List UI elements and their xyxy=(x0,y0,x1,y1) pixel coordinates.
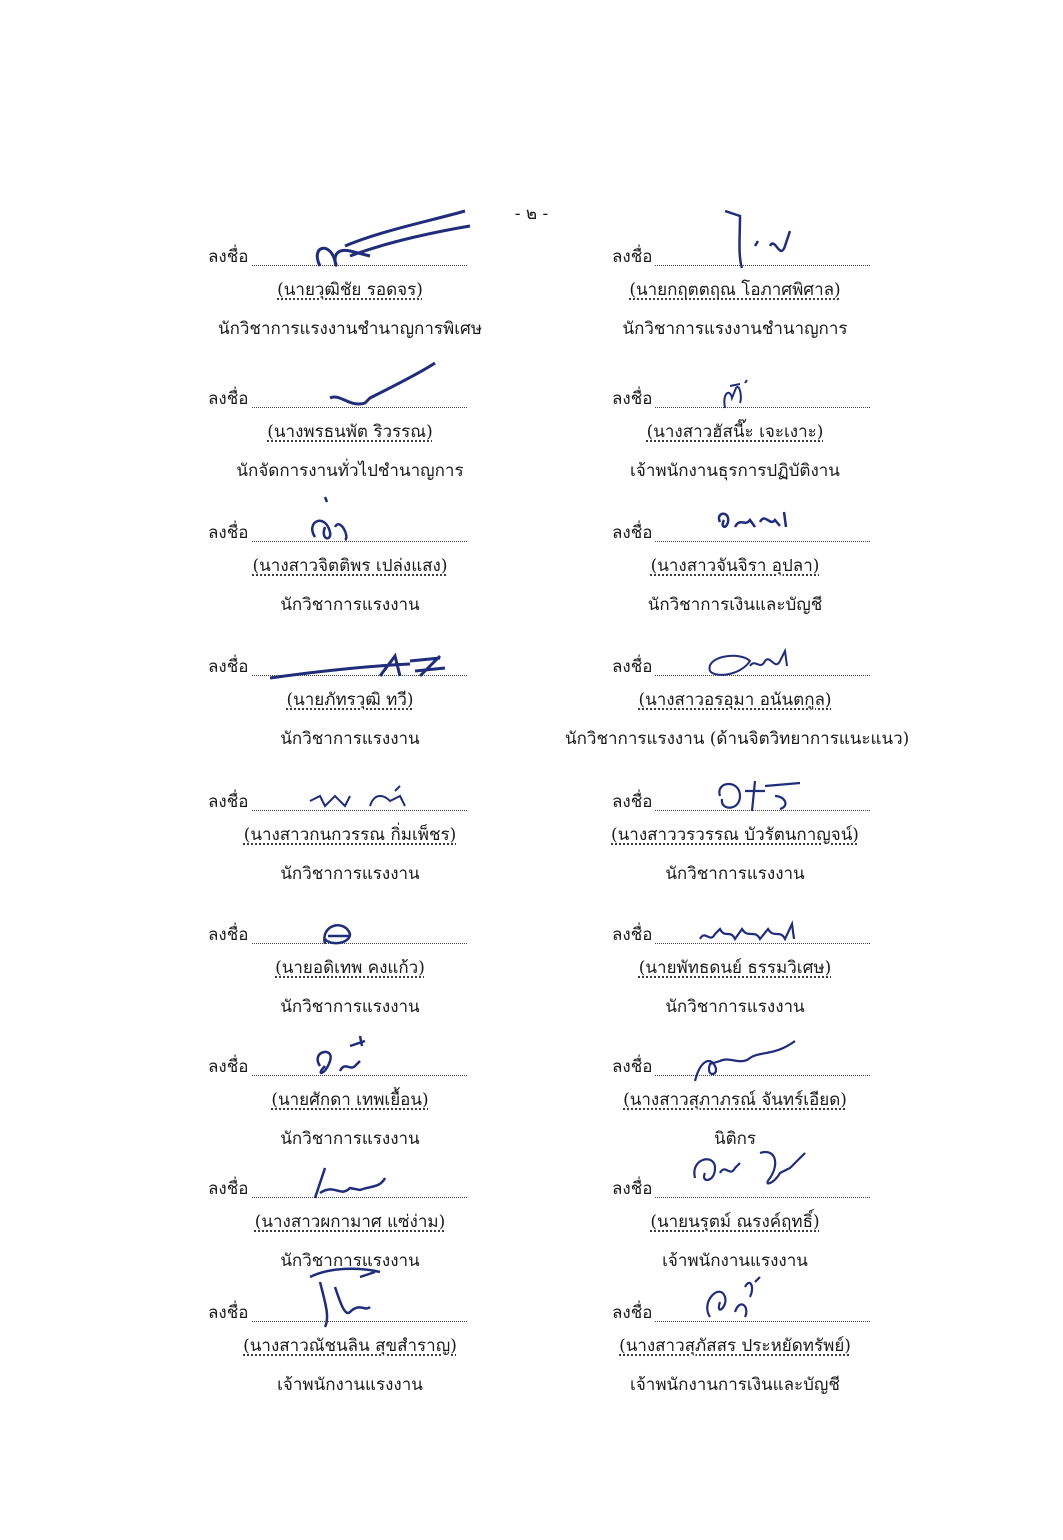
signer-position: นักวิชาการแรงงาน xyxy=(665,864,805,884)
signature-mark xyxy=(700,616,880,686)
signer-position: นักจัดการงานทั่วไปชำนาญการ xyxy=(236,461,464,481)
sign-label: ลงชื่อ xyxy=(612,1179,653,1199)
sign-label: ลงชื่อ xyxy=(208,523,249,543)
signature-block-right-3 xyxy=(585,516,1005,618)
signature-block-left-8 xyxy=(190,1172,610,1274)
signature-block-right-6 xyxy=(585,918,1005,1020)
signature-block-right-1 xyxy=(585,240,1005,342)
signature-block-right-5 xyxy=(585,785,1005,887)
signature-mark xyxy=(290,482,470,552)
signer-position: นักวิชาการแรงงาน (ด้านจิตวิทยาการแนะแนว) xyxy=(565,729,910,749)
sign-label: ลงชื่อ xyxy=(612,1057,653,1077)
signer-name: (นางสาวผกามาศ แซ่ง่าม) xyxy=(254,1212,446,1232)
sign-label: ลงชื่อ xyxy=(208,1179,249,1199)
sign-label: ลงชื่อ xyxy=(208,389,249,409)
signature-block-left-9 xyxy=(190,1296,610,1398)
sign-label: ลงชื่อ xyxy=(208,792,249,812)
signature-block-right-4 xyxy=(565,650,1005,752)
signature-mark xyxy=(700,1138,880,1208)
signer-position: เจ้าพนักงานการเงินและบัญชี xyxy=(630,1375,840,1395)
signature-block-left-4 xyxy=(190,650,610,752)
sign-label: ลงชื่อ xyxy=(208,1057,249,1077)
signer-position: นักวิชาการแรงงาน xyxy=(280,997,420,1017)
signer-position: นักวิชาการแรงงาน xyxy=(280,1251,420,1271)
signer-position: เจ้าพนักงานแรงงาน xyxy=(662,1251,808,1271)
signature-mark xyxy=(700,884,880,954)
sign-label: ลงชื่อ xyxy=(612,523,653,543)
sign-label: ลงชื่อ xyxy=(612,925,653,945)
signature-block-right-8 xyxy=(585,1172,1005,1274)
sign-label: ลงชื่อ xyxy=(612,657,653,677)
signature-block-left-6 xyxy=(190,918,610,1020)
signature-mark xyxy=(290,1016,470,1086)
sign-label: ลงชื่อ xyxy=(208,1303,249,1323)
signature-mark xyxy=(700,751,880,821)
signer-position: นิติกร xyxy=(713,1129,757,1149)
signer-name: (นายอดิเทพ คงแก้ว) xyxy=(275,958,425,978)
signer-position: นักวิชาการแรงงาน xyxy=(280,729,420,749)
signer-position: นักวิชาการแรงงานชำนาญการ xyxy=(622,319,848,339)
signature-mark xyxy=(290,884,470,954)
signer-position: เจ้าพนักงานแรงงาน xyxy=(277,1375,423,1395)
signer-name: (นายวุฒิชัย รอดจร) xyxy=(277,280,423,300)
signature-mark xyxy=(700,1016,880,1086)
signer-position: นักวิชาการแรงงาน xyxy=(280,595,420,615)
signer-name: (นางสาววรวรรณ บัวรัตนกาญจน์) xyxy=(611,825,859,845)
signer-name: (นางสาวณัชนลิน สุขสำราญ) xyxy=(243,1336,457,1356)
signer-position: เจ้าพนักงานธุรการปฏิบัติงาน xyxy=(630,461,840,481)
signature-block-left-2 xyxy=(190,382,610,484)
signer-position: นักวิชาการแรงงานชำนาญการพิเศษ xyxy=(217,319,483,339)
signature-block-left-7 xyxy=(190,1050,610,1152)
signer-name: (นายศักดา เทพเยื้อน) xyxy=(271,1090,429,1110)
signer-position: นักวิชาการเงินและบัญชี xyxy=(647,595,823,615)
signature-mark xyxy=(700,482,880,552)
signer-name: (นายพัทธดนย์ ธรรมวิเศษ) xyxy=(638,958,832,978)
signature-mark xyxy=(290,616,470,686)
sign-label: ลงชื่อ xyxy=(612,1303,653,1323)
signature-block-left-3 xyxy=(190,516,610,618)
signer-name: (นางสาวอรอุมา อนันตกูล) xyxy=(638,690,832,710)
signature-mark xyxy=(700,206,880,276)
signer-position: นักวิชาการแรงงาน xyxy=(280,864,420,884)
signature-mark xyxy=(290,1138,470,1208)
signature-mark xyxy=(700,348,880,418)
sign-label: ลงชื่อ xyxy=(612,247,653,267)
signature-mark xyxy=(290,348,470,418)
signer-name: (นางสาวสุภัสสร ประหยัดทรัพย์) xyxy=(619,1336,851,1356)
signature-mark xyxy=(290,1262,470,1332)
sign-label: ลงชื่อ xyxy=(612,389,653,409)
signature-block-left-5 xyxy=(190,785,610,887)
sign-label: ลงชื่อ xyxy=(208,657,249,677)
signature-block-right-9 xyxy=(585,1296,1005,1398)
signer-name: (นางพรธนพัต ริวรรณ) xyxy=(267,422,433,442)
page-number: - ๒ - xyxy=(514,204,549,224)
signer-name: (นายภัทรวุฒิ ทวี) xyxy=(286,690,414,710)
signer-name: (นายนรุตม์ ณรงค์ฤทธิ์) xyxy=(650,1212,820,1232)
signature-mark xyxy=(290,751,470,821)
signer-name: (นางสาวจันจิรา อุปลา) xyxy=(650,556,820,576)
signer-name: (นางสาวจิตติพร เปล่งแสง) xyxy=(252,556,448,576)
signature-mark xyxy=(700,1262,880,1332)
sign-label: ลงชื่อ xyxy=(612,792,653,812)
signer-name: (นายกฤตตฤณ โอภาศพิศาล) xyxy=(629,280,841,300)
signature-block-left-1 xyxy=(190,240,610,342)
signature-block-right-2 xyxy=(585,382,1005,484)
signer-name: (นางสาวฮัสนี๊ะ เจะเงาะ) xyxy=(646,422,824,442)
sign-label: ลงชื่อ xyxy=(208,925,249,945)
signature-mark xyxy=(290,206,470,276)
signer-position: นักวิชาการแรงงาน xyxy=(280,1129,420,1149)
signer-position: นักวิชาการแรงงาน xyxy=(665,997,805,1017)
sign-label: ลงชื่อ xyxy=(208,247,249,267)
signer-name: (นางสาวกนกวรรณ กิ่มเพ็ชร) xyxy=(243,825,457,845)
signature-block-right-7 xyxy=(585,1050,1005,1152)
signer-name: (นางสาวสุภาภรณ์ จันทร์เอียด) xyxy=(623,1090,847,1110)
